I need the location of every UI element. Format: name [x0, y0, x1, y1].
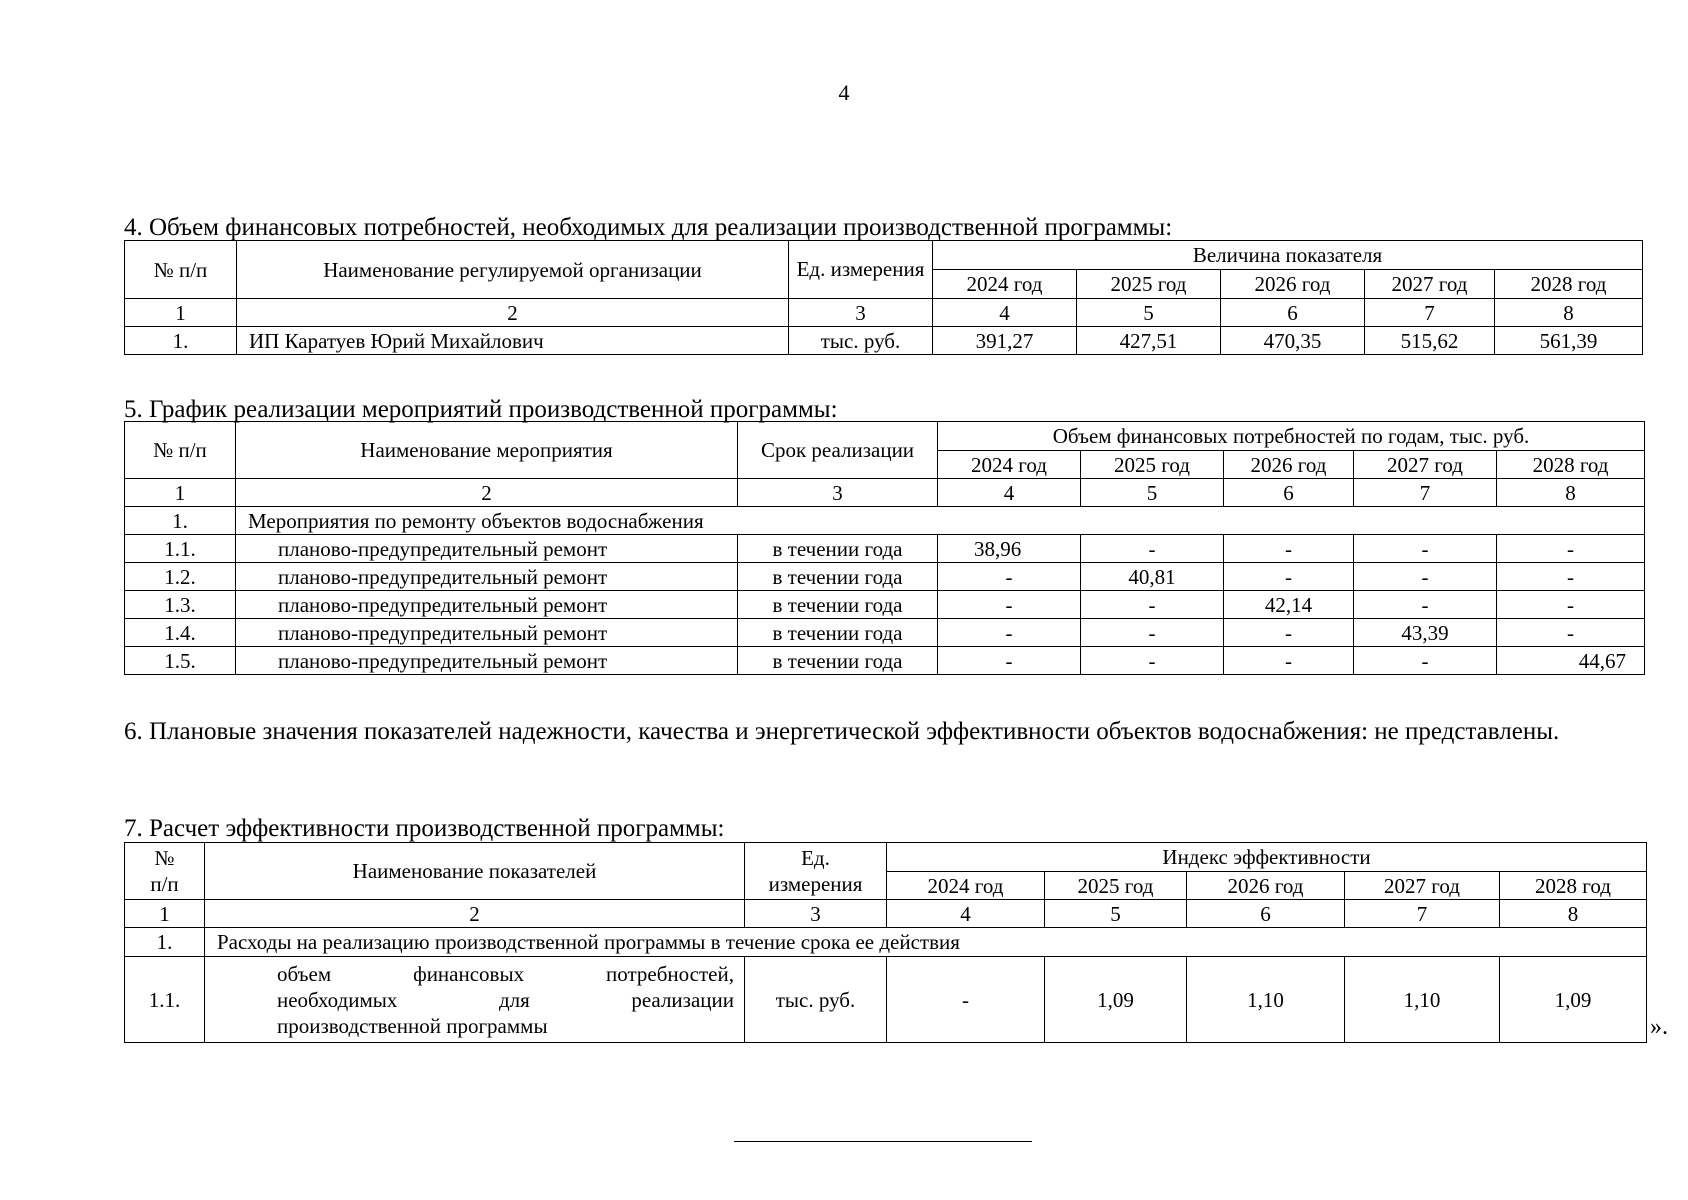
financial-needs-table: [124, 240, 1643, 355]
term: в течении года: [738, 591, 938, 619]
value-cell: 1,10: [1345, 957, 1500, 1043]
column-number: 7: [1345, 900, 1500, 928]
value-cell: -: [938, 647, 1081, 675]
header-num-line2: п/п: [150, 872, 179, 896]
group-row: [125, 507, 1645, 535]
header-unit: Ед. измерения: [789, 241, 933, 299]
activity-name: планово-предупредительный ремонт: [236, 647, 738, 675]
column-number: 6: [1224, 479, 1354, 507]
value-cell: -: [887, 957, 1045, 1043]
value-cell: -: [1354, 591, 1497, 619]
column-number: 2: [205, 900, 745, 928]
indicator-name-line2: необходимых для реализации: [277, 987, 734, 1012]
value-cell: -: [1081, 591, 1224, 619]
header-year: 2026 год: [1224, 451, 1354, 479]
header-year: 2027 год: [1365, 270, 1495, 299]
value-cell: -: [1081, 619, 1224, 647]
header-year: 2028 год: [1495, 270, 1643, 299]
header-year: 2028 год: [1497, 451, 1645, 479]
header-year: 2024 год: [887, 872, 1045, 900]
header-num: № п/п: [125, 422, 236, 479]
value-cell: 44,67: [1497, 647, 1645, 675]
value-cell: 391,27: [933, 327, 1077, 355]
column-number: 5: [1081, 479, 1224, 507]
group-name: Расходы на реализацию производственной программы в течение срока ее действия: [205, 928, 1647, 957]
header-org-name: Наименование регулируемой организации: [237, 241, 789, 299]
indicator-name: [205, 957, 745, 1043]
value-cell: 1,10: [1187, 957, 1345, 1043]
table-row: [125, 327, 1643, 355]
header-indicator-value: Величина показателя: [933, 241, 1643, 270]
header-efficiency-index: Индекс эффективности: [887, 843, 1647, 872]
value-cell: 1,09: [1500, 957, 1647, 1043]
header-num: [125, 843, 205, 900]
value-cell: -: [938, 591, 1081, 619]
value-cell: -: [1224, 563, 1354, 591]
table-row: [125, 957, 1647, 1043]
column-number: 4: [887, 900, 1045, 928]
org-name: ИП Каратуев Юрий Михайлович: [237, 327, 789, 355]
header-indicator-name: Наименование показателей: [205, 843, 745, 900]
header-year: 2025 год: [1081, 451, 1224, 479]
value-cell: -: [938, 563, 1081, 591]
term: в течении года: [738, 563, 938, 591]
section-4-heading: 4. Объем финансовых потребностей, необходимых для реализации производственной программы:: [124, 214, 1173, 241]
value-cell: 561,39: [1495, 327, 1643, 355]
header-term: Срок реализации: [738, 422, 938, 479]
header-num-line1: №: [154, 846, 175, 870]
group-name: Мероприятия по ремонту объектов водоснабжения: [236, 507, 1645, 535]
header-year: 2026 год: [1187, 872, 1345, 900]
header-year: 2025 год: [1045, 872, 1187, 900]
column-number-row: [125, 479, 1645, 507]
column-number: 8: [1495, 299, 1643, 327]
term: в течении года: [738, 647, 938, 675]
value-cell: -: [1354, 563, 1497, 591]
value-cell: 1,09: [1045, 957, 1187, 1043]
term: в течении года: [738, 619, 938, 647]
column-number: 8: [1500, 900, 1647, 928]
activity-name: планово-предупредительный ремонт: [236, 591, 738, 619]
value-cell: -: [1497, 591, 1645, 619]
header-year: 2025 год: [1077, 270, 1221, 299]
value-cell: 40,81: [1081, 563, 1224, 591]
row-num: 1.2.: [125, 563, 236, 591]
header-activity-name: Наименование мероприятия: [236, 422, 738, 479]
row-num: 1.1.: [125, 535, 236, 563]
header-num: № п/п: [125, 241, 237, 299]
value-cell: -: [1354, 535, 1497, 563]
column-number-row: [125, 900, 1647, 928]
column-number-row: [125, 299, 1643, 327]
unit: тыс. руб.: [745, 957, 887, 1043]
header-year: 2027 год: [1354, 451, 1497, 479]
value-cell: 42,14: [1224, 591, 1354, 619]
value-cell: 470,35: [1221, 327, 1365, 355]
row-num: 1.5.: [125, 647, 236, 675]
efficiency-table: [124, 842, 1647, 1043]
header-unit-line2: измерения: [768, 872, 863, 896]
section-5-heading: 5. График реализации мероприятий производственной программы:: [124, 396, 838, 423]
table-row: [125, 619, 1645, 647]
header-year: 2027 год: [1345, 872, 1500, 900]
indicator-name-line1: объем финансовых потребностей,: [277, 961, 734, 986]
header-year: 2024 год: [933, 270, 1077, 299]
column-number: 8: [1497, 479, 1645, 507]
column-number: 1: [125, 299, 237, 327]
header-year: 2028 год: [1500, 872, 1647, 900]
value-cell: -: [1081, 647, 1224, 675]
value-cell: 38,96: [938, 535, 1081, 563]
row-num: 1.4.: [125, 619, 236, 647]
group-row: [125, 928, 1647, 957]
value-cell: -: [938, 619, 1081, 647]
value-cell: -: [1224, 647, 1354, 675]
column-number: 6: [1187, 900, 1345, 928]
unit: тыс. руб.: [789, 327, 933, 355]
term: в течении года: [738, 535, 938, 563]
value-cell: -: [1224, 535, 1354, 563]
activity-name: планово-предупредительный ремонт: [236, 619, 738, 647]
value-cell: 427,51: [1077, 327, 1221, 355]
value-cell: -: [1497, 619, 1645, 647]
column-number: 3: [789, 299, 933, 327]
activity-name: планово-предупредительный ремонт: [236, 563, 738, 591]
column-number: 7: [1354, 479, 1497, 507]
page-number: 4: [838, 80, 850, 105]
table-row: [125, 591, 1645, 619]
header-year: 2024 год: [938, 451, 1081, 479]
column-number: 4: [933, 299, 1077, 327]
indicator-name-line3: производственной программы: [277, 1013, 548, 1038]
activity-name: планово-предупредительный ремонт: [236, 535, 738, 563]
section-6-paragraph: 6. Плановые значения показателей надежности, качества и энергетической эффективности объектов водоснабжения: не представлены.: [124, 718, 1560, 745]
column-number: 3: [738, 479, 938, 507]
table-row: [125, 535, 1645, 563]
value-cell: -: [1497, 563, 1645, 591]
value-cell: 515,62: [1365, 327, 1495, 355]
column-number: 3: [745, 900, 887, 928]
end-rule-divider: [734, 1141, 1032, 1142]
column-number: 5: [1077, 299, 1221, 327]
column-number: 5: [1045, 900, 1187, 928]
column-number: 7: [1365, 299, 1495, 327]
header-unit-line1: Ед.: [801, 846, 830, 870]
table-row: [125, 563, 1645, 591]
column-number: 1: [125, 479, 236, 507]
column-number: 4: [938, 479, 1081, 507]
row-num: 1.3.: [125, 591, 236, 619]
header-year: 2026 год: [1221, 270, 1365, 299]
row-num: 1.: [125, 507, 236, 535]
row-num: 1.: [125, 327, 237, 355]
value-cell: -: [1497, 535, 1645, 563]
column-number: 6: [1221, 299, 1365, 327]
schedule-table: [124, 421, 1645, 675]
value-cell: -: [1354, 647, 1497, 675]
table-row: [125, 647, 1645, 675]
header-unit: [745, 843, 887, 900]
row-num: 1.1.: [125, 957, 205, 1043]
closing-quote: ».: [1650, 1014, 1668, 1040]
column-number: 1: [125, 900, 205, 928]
section-7-heading: 7. Расчет эффективности производственной программы:: [124, 815, 725, 842]
column-number: 2: [237, 299, 789, 327]
row-num: 1.: [125, 928, 205, 957]
header-financial-volume: Объем финансовых потребностей по годам, тыс. руб.: [938, 422, 1645, 451]
value-cell: -: [1081, 535, 1224, 563]
value-cell: -: [1224, 619, 1354, 647]
value-cell: 43,39: [1354, 619, 1497, 647]
column-number: 2: [236, 479, 738, 507]
